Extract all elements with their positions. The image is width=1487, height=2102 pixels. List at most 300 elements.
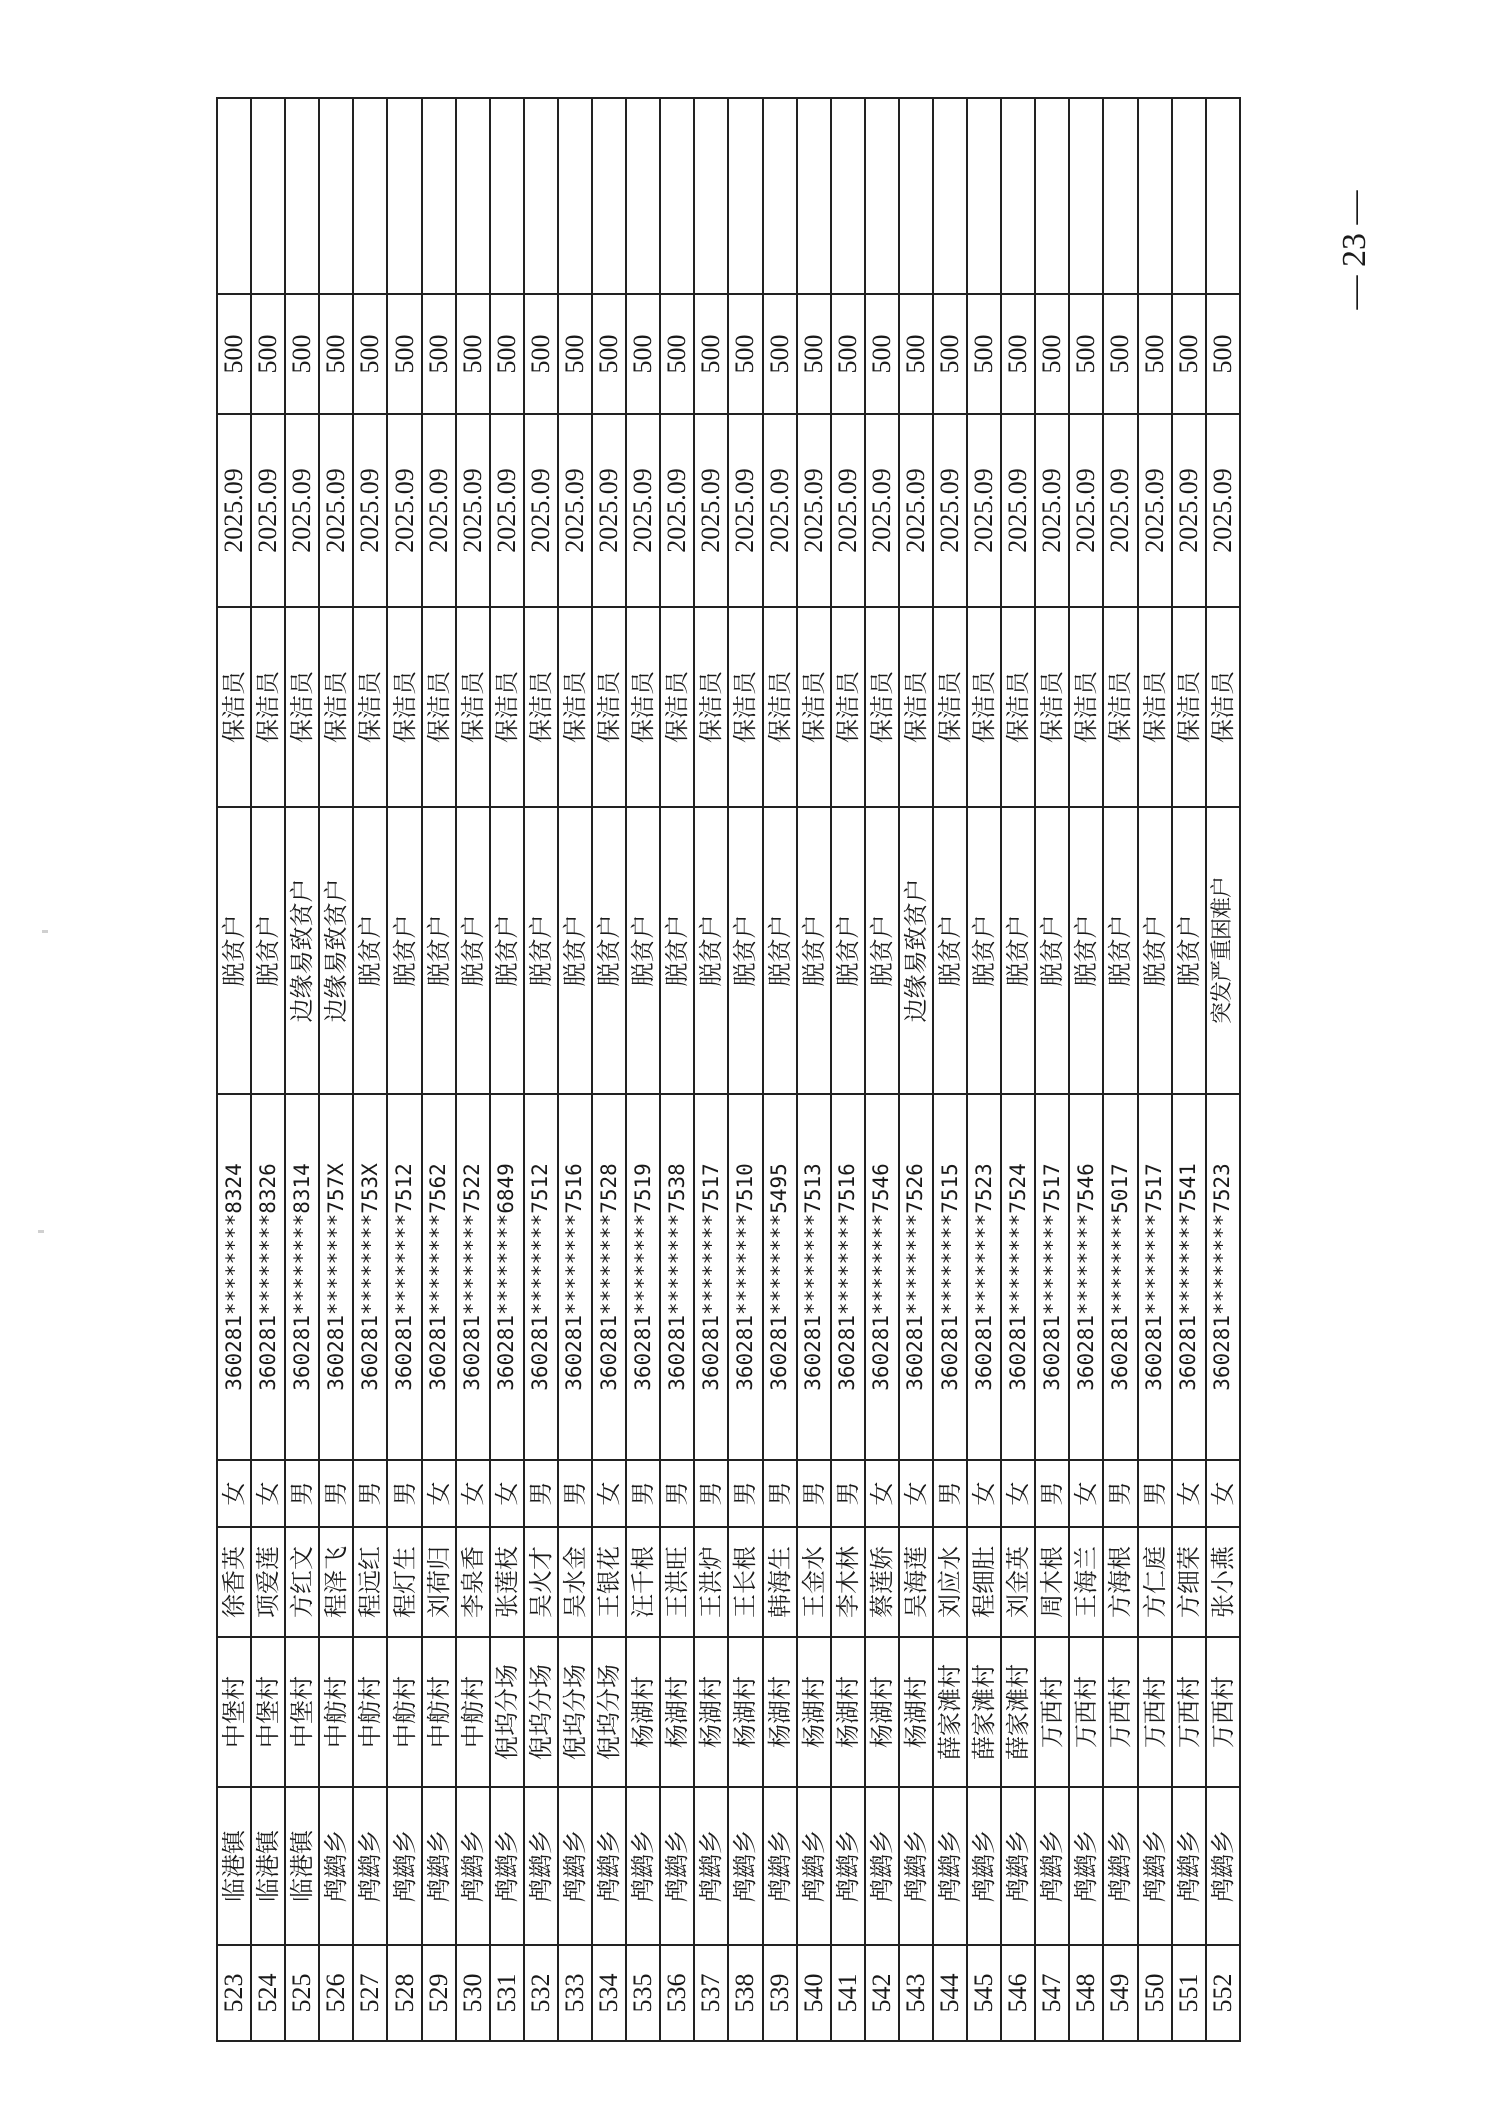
post-cell: 保洁员 [1172, 607, 1206, 807]
amount-cell: 500 [1001, 294, 1035, 414]
table-row [797, 98, 831, 2041]
remark-cell [1001, 98, 1035, 294]
table-row [353, 98, 387, 2041]
town-cell: 鸬鹚乡 [387, 1787, 421, 1945]
row-number-cell: 523 [217, 1945, 251, 2041]
gender-cell: 女 [422, 1460, 456, 1527]
remark-cell [1035, 98, 1069, 294]
date-cell: 2025.09 [694, 414, 728, 607]
town-cell: 鸬鹚乡 [728, 1787, 762, 1945]
name-cell: 王海兰 [1069, 1527, 1103, 1637]
page-number-text: — 23 — [1336, 190, 1373, 310]
category-cell: 脱贫户 [558, 807, 592, 1094]
date-cell: 2025.09 [933, 414, 967, 607]
row-number-cell: 535 [626, 1945, 660, 2041]
remark-cell [899, 98, 933, 294]
town-cell: 鸬鹚乡 [1001, 1787, 1035, 1945]
row-number-cell: 551 [1172, 1945, 1206, 2041]
village-cell: 倪坞分场 [524, 1637, 558, 1787]
village-cell: 倪坞分场 [592, 1637, 626, 1787]
gender-cell: 女 [1172, 1460, 1206, 1527]
village-cell: 中堡村 [251, 1637, 285, 1787]
remark-cell [1103, 98, 1137, 294]
date-cell: 2025.09 [353, 414, 387, 607]
amount-cell: 500 [285, 294, 319, 414]
row-number-cell: 552 [1206, 1945, 1240, 2041]
id-number-cell: 360281********5495 [763, 1094, 797, 1460]
name-cell: 程细肚 [967, 1527, 1001, 1637]
table-row [1103, 98, 1137, 2041]
date-cell: 2025.09 [490, 414, 524, 607]
post-cell: 保洁员 [728, 607, 762, 807]
table-row [251, 98, 285, 2041]
village-cell: 中舫村 [353, 1637, 387, 1787]
date-cell: 2025.09 [1001, 414, 1035, 607]
row-number-cell: 524 [251, 1945, 285, 2041]
gender-cell: 男 [933, 1460, 967, 1527]
remark-cell [217, 98, 251, 294]
amount-cell: 500 [387, 294, 421, 414]
id-number-cell: 360281********7519 [626, 1094, 660, 1460]
date-cell: 2025.09 [660, 414, 694, 607]
village-cell: 万西村 [1035, 1637, 1069, 1787]
post-cell: 保洁员 [1206, 607, 1240, 807]
village-cell: 万西村 [1172, 1637, 1206, 1787]
id-number-cell: 360281********7517 [1138, 1094, 1172, 1460]
category-cell: 边缘易致贫户 [319, 807, 353, 1094]
town-cell: 鸬鹚乡 [831, 1787, 865, 1945]
id-number-cell: 360281********7516 [558, 1094, 592, 1460]
amount-cell: 500 [1035, 294, 1069, 414]
town-cell: 鸬鹚乡 [490, 1787, 524, 1945]
id-number-cell: 360281********7538 [660, 1094, 694, 1460]
gender-cell: 男 [660, 1460, 694, 1527]
table-row [763, 98, 797, 2041]
beneficiary-table [216, 97, 1241, 2042]
town-cell: 鸬鹚乡 [899, 1787, 933, 1945]
remark-cell [353, 98, 387, 294]
id-number-cell: 360281********7523 [967, 1094, 1001, 1460]
id-number-cell: 360281********7517 [694, 1094, 728, 1460]
amount-cell: 500 [353, 294, 387, 414]
id-number-cell: 360281********7522 [456, 1094, 490, 1460]
gender-cell: 男 [626, 1460, 660, 1527]
page-number [1330, 190, 1380, 310]
gender-cell: 男 [558, 1460, 592, 1527]
amount-cell: 500 [319, 294, 353, 414]
name-cell: 方仁庭 [1138, 1527, 1172, 1637]
name-cell: 徐香英 [217, 1527, 251, 1637]
id-number-cell: 360281********7513 [797, 1094, 831, 1460]
id-number-cell: 360281********7512 [524, 1094, 558, 1460]
rotated-page-content [216, 99, 1241, 2042]
gender-cell: 女 [1001, 1460, 1035, 1527]
town-cell: 鸬鹚乡 [524, 1787, 558, 1945]
name-cell: 张莲枝 [490, 1527, 524, 1637]
remark-cell [251, 98, 285, 294]
town-cell: 鸬鹚乡 [763, 1787, 797, 1945]
amount-cell: 500 [933, 294, 967, 414]
table-row [558, 98, 592, 2041]
id-number-cell: 360281********7541 [1172, 1094, 1206, 1460]
village-cell: 万西村 [1069, 1637, 1103, 1787]
id-number-cell: 360281********8324 [217, 1094, 251, 1460]
remark-cell [933, 98, 967, 294]
village-cell: 中舫村 [387, 1637, 421, 1787]
row-number-cell: 537 [694, 1945, 728, 2041]
date-cell: 2025.09 [319, 414, 353, 607]
village-cell: 万西村 [1103, 1637, 1137, 1787]
remark-cell [387, 98, 421, 294]
gender-cell: 女 [490, 1460, 524, 1527]
date-cell: 2025.09 [967, 414, 1001, 607]
remark-cell [763, 98, 797, 294]
table-row [592, 98, 626, 2041]
post-cell: 保洁员 [456, 607, 490, 807]
remark-cell [865, 98, 899, 294]
name-cell: 刘金英 [1001, 1527, 1035, 1637]
scan-speck [38, 1230, 44, 1233]
name-cell: 方海根 [1103, 1527, 1137, 1637]
id-number-cell: 360281********8314 [285, 1094, 319, 1460]
table-row [626, 98, 660, 2041]
town-cell: 鸬鹚乡 [797, 1787, 831, 1945]
name-cell: 汪千根 [626, 1527, 660, 1637]
remark-cell [1138, 98, 1172, 294]
name-cell: 王洪旺 [660, 1527, 694, 1637]
village-cell: 杨湖村 [626, 1637, 660, 1787]
remark-cell [626, 98, 660, 294]
row-number-cell: 549 [1103, 1945, 1137, 2041]
table-row [285, 98, 319, 2041]
name-cell: 李泉香 [456, 1527, 490, 1637]
amount-cell: 500 [831, 294, 865, 414]
category-cell: 脱贫户 [728, 807, 762, 1094]
date-cell: 2025.09 [763, 414, 797, 607]
post-cell: 保洁员 [422, 607, 456, 807]
amount-cell: 500 [763, 294, 797, 414]
remark-cell [592, 98, 626, 294]
post-cell: 保洁员 [592, 607, 626, 807]
amount-cell: 500 [524, 294, 558, 414]
row-number-cell: 531 [490, 1945, 524, 2041]
town-cell: 鸬鹚乡 [1069, 1787, 1103, 1945]
name-cell: 刘荷归 [422, 1527, 456, 1637]
date-cell: 2025.09 [524, 414, 558, 607]
gender-cell: 男 [319, 1460, 353, 1527]
row-number-cell: 532 [524, 1945, 558, 2041]
table-row [899, 98, 933, 2041]
gender-cell: 女 [251, 1460, 285, 1527]
town-cell: 鸬鹚乡 [933, 1787, 967, 1945]
category-cell: 脱贫户 [831, 807, 865, 1094]
row-number-cell: 526 [319, 1945, 353, 2041]
date-cell: 2025.09 [899, 414, 933, 607]
town-cell: 鸬鹚乡 [1035, 1787, 1069, 1945]
id-number-cell: 360281********7510 [728, 1094, 762, 1460]
id-number-cell: 360281********7562 [422, 1094, 456, 1460]
amount-cell: 500 [1103, 294, 1137, 414]
date-cell: 2025.09 [456, 414, 490, 607]
id-number-cell: 360281********7546 [1069, 1094, 1103, 1460]
table-row [1069, 98, 1103, 2041]
town-cell: 鸬鹚乡 [319, 1787, 353, 1945]
gender-cell: 男 [1103, 1460, 1137, 1527]
village-cell: 中舫村 [456, 1637, 490, 1787]
name-cell: 吴海莲 [899, 1527, 933, 1637]
amount-cell: 500 [1069, 294, 1103, 414]
town-cell: 鸬鹚乡 [1206, 1787, 1240, 1945]
date-cell: 2025.09 [422, 414, 456, 607]
table-row [1138, 98, 1172, 2041]
table-row [422, 98, 456, 2041]
row-number-cell: 545 [967, 1945, 1001, 2041]
date-cell: 2025.09 [626, 414, 660, 607]
remark-cell [558, 98, 592, 294]
date-cell: 2025.09 [865, 414, 899, 607]
table-row [967, 98, 1001, 2041]
gender-cell: 男 [524, 1460, 558, 1527]
id-number-cell: 360281********7524 [1001, 1094, 1035, 1460]
name-cell: 程泽飞 [319, 1527, 353, 1637]
remark-cell [319, 98, 353, 294]
post-cell: 保洁员 [558, 607, 592, 807]
village-cell: 中堡村 [217, 1637, 251, 1787]
id-number-cell: 360281********7546 [865, 1094, 899, 1460]
table-row [660, 98, 694, 2041]
town-cell: 鸬鹚乡 [592, 1787, 626, 1945]
gender-cell: 男 [694, 1460, 728, 1527]
post-cell: 保洁员 [285, 607, 319, 807]
post-cell: 保洁员 [660, 607, 694, 807]
row-number-cell: 536 [660, 1945, 694, 2041]
category-cell: 脱贫户 [626, 807, 660, 1094]
id-number-cell: 360281********7515 [933, 1094, 967, 1460]
post-cell: 保洁员 [899, 607, 933, 807]
village-cell: 万西村 [1138, 1637, 1172, 1787]
amount-cell: 500 [456, 294, 490, 414]
id-number-cell: 360281********5017 [1103, 1094, 1137, 1460]
category-cell: 脱贫户 [967, 807, 1001, 1094]
gender-cell: 男 [831, 1460, 865, 1527]
table-body [217, 98, 1240, 2041]
row-number-cell: 541 [831, 1945, 865, 2041]
date-cell: 2025.09 [1069, 414, 1103, 607]
post-cell: 保洁员 [694, 607, 728, 807]
name-cell: 蔡莲娇 [865, 1527, 899, 1637]
village-cell: 中舫村 [319, 1637, 353, 1787]
category-cell: 边缘易致贫户 [285, 807, 319, 1094]
date-cell: 2025.09 [251, 414, 285, 607]
row-number-cell: 534 [592, 1945, 626, 2041]
village-cell: 杨湖村 [728, 1637, 762, 1787]
category-cell: 脱贫户 [797, 807, 831, 1094]
amount-cell: 500 [490, 294, 524, 414]
name-cell: 王洪炉 [694, 1527, 728, 1637]
remark-cell [1069, 98, 1103, 294]
category-cell: 脱贫户 [1103, 807, 1137, 1094]
amount-cell: 500 [1172, 294, 1206, 414]
village-cell: 杨湖村 [660, 1637, 694, 1787]
town-cell: 临港镇 [285, 1787, 319, 1945]
category-cell: 突发严重困难户 [1206, 807, 1240, 1094]
table-row [1206, 98, 1240, 2041]
id-number-cell: 360281********757X [319, 1094, 353, 1460]
amount-cell: 500 [899, 294, 933, 414]
gender-cell: 男 [763, 1460, 797, 1527]
name-cell: 李木林 [831, 1527, 865, 1637]
village-cell: 薛家滩村 [967, 1637, 1001, 1787]
name-cell: 项爱莲 [251, 1527, 285, 1637]
table-row [217, 98, 251, 2041]
remark-cell [524, 98, 558, 294]
category-cell: 脱贫户 [660, 807, 694, 1094]
id-number-cell: 360281********7512 [387, 1094, 421, 1460]
post-cell: 保洁员 [353, 607, 387, 807]
name-cell: 吴水金 [558, 1527, 592, 1637]
gender-cell: 女 [865, 1460, 899, 1527]
amount-cell: 500 [865, 294, 899, 414]
town-cell: 鸬鹚乡 [694, 1787, 728, 1945]
post-cell: 保洁员 [1035, 607, 1069, 807]
town-cell: 鸬鹚乡 [558, 1787, 592, 1945]
village-cell: 杨湖村 [899, 1637, 933, 1787]
gender-cell: 女 [592, 1460, 626, 1527]
village-cell: 杨湖村 [763, 1637, 797, 1787]
row-number-cell: 530 [456, 1945, 490, 2041]
category-cell: 脱贫户 [933, 807, 967, 1094]
row-number-cell: 544 [933, 1945, 967, 2041]
gender-cell: 男 [797, 1460, 831, 1527]
table-row [865, 98, 899, 2041]
amount-cell: 500 [1138, 294, 1172, 414]
amount-cell: 500 [422, 294, 456, 414]
post-cell: 保洁员 [1138, 607, 1172, 807]
id-number-cell: 360281********753X [353, 1094, 387, 1460]
post-cell: 保洁员 [1103, 607, 1137, 807]
gender-cell: 女 [217, 1460, 251, 1527]
post-cell: 保洁员 [1001, 607, 1035, 807]
gender-cell: 女 [1069, 1460, 1103, 1527]
table-row [1001, 98, 1035, 2041]
row-number-cell: 528 [387, 1945, 421, 2041]
post-cell: 保洁员 [319, 607, 353, 807]
table-row [319, 98, 353, 2041]
date-cell: 2025.09 [1035, 414, 1069, 607]
row-number-cell: 543 [899, 1945, 933, 2041]
amount-cell: 500 [1206, 294, 1240, 414]
remark-cell [1172, 98, 1206, 294]
amount-cell: 500 [694, 294, 728, 414]
gender-cell: 女 [456, 1460, 490, 1527]
category-cell: 脱贫户 [1138, 807, 1172, 1094]
post-cell: 保洁员 [797, 607, 831, 807]
post-cell: 保洁员 [967, 607, 1001, 807]
date-cell: 2025.09 [285, 414, 319, 607]
gender-cell: 男 [353, 1460, 387, 1527]
remark-cell [660, 98, 694, 294]
category-cell: 脱贫户 [1069, 807, 1103, 1094]
scan-speck [42, 930, 48, 933]
village-cell: 倪坞分场 [490, 1637, 524, 1787]
post-cell: 保洁员 [1069, 607, 1103, 807]
amount-cell: 500 [967, 294, 1001, 414]
category-cell: 脱贫户 [456, 807, 490, 1094]
category-cell: 脱贫户 [490, 807, 524, 1094]
town-cell: 鸬鹚乡 [1103, 1787, 1137, 1945]
id-number-cell: 360281********7528 [592, 1094, 626, 1460]
town-cell: 临港镇 [217, 1787, 251, 1945]
name-cell: 王金水 [797, 1527, 831, 1637]
date-cell: 2025.09 [1138, 414, 1172, 607]
category-cell: 脱贫户 [865, 807, 899, 1094]
table-row [933, 98, 967, 2041]
gender-cell: 男 [1138, 1460, 1172, 1527]
date-cell: 2025.09 [831, 414, 865, 607]
row-number-cell: 527 [353, 1945, 387, 2041]
id-number-cell: 360281********6849 [490, 1094, 524, 1460]
town-cell: 鸬鹚乡 [353, 1787, 387, 1945]
date-cell: 2025.09 [797, 414, 831, 607]
village-cell: 杨湖村 [694, 1637, 728, 1787]
date-cell: 2025.09 [387, 414, 421, 607]
name-cell: 张小燕 [1206, 1527, 1240, 1637]
row-number-cell: 547 [1035, 1945, 1069, 2041]
category-cell: 脱贫户 [694, 807, 728, 1094]
post-cell: 保洁员 [831, 607, 865, 807]
name-cell: 王长根 [728, 1527, 762, 1637]
amount-cell: 500 [660, 294, 694, 414]
row-number-cell: 540 [797, 1945, 831, 2041]
gender-cell: 女 [1206, 1460, 1240, 1527]
table-row [1035, 98, 1069, 2041]
name-cell: 方红文 [285, 1527, 319, 1637]
table-row [456, 98, 490, 2041]
name-cell: 吴火才 [524, 1527, 558, 1637]
category-cell: 脱贫户 [353, 807, 387, 1094]
name-cell: 方细荣 [1172, 1527, 1206, 1637]
category-cell: 脱贫户 [763, 807, 797, 1094]
gender-cell: 男 [387, 1460, 421, 1527]
village-cell: 中舫村 [422, 1637, 456, 1787]
remark-cell [422, 98, 456, 294]
village-cell: 倪坞分场 [558, 1637, 592, 1787]
category-cell: 脱贫户 [592, 807, 626, 1094]
remark-cell [728, 98, 762, 294]
name-cell: 王银花 [592, 1527, 626, 1637]
remark-cell [490, 98, 524, 294]
town-cell: 鸬鹚乡 [660, 1787, 694, 1945]
remark-cell [797, 98, 831, 294]
date-cell: 2025.09 [728, 414, 762, 607]
category-cell: 脱贫户 [1001, 807, 1035, 1094]
name-cell: 周木根 [1035, 1527, 1069, 1637]
table-row [831, 98, 865, 2041]
town-cell: 鸬鹚乡 [1138, 1787, 1172, 1945]
village-cell: 中堡村 [285, 1637, 319, 1787]
remark-cell [456, 98, 490, 294]
post-cell: 保洁员 [933, 607, 967, 807]
post-cell: 保洁员 [763, 607, 797, 807]
row-number-cell: 533 [558, 1945, 592, 2041]
post-cell: 保洁员 [251, 607, 285, 807]
amount-cell: 500 [728, 294, 762, 414]
name-cell: 程灯生 [387, 1527, 421, 1637]
amount-cell: 500 [797, 294, 831, 414]
row-number-cell: 546 [1001, 1945, 1035, 2041]
category-cell: 脱贫户 [217, 807, 251, 1094]
category-cell: 脱贫户 [422, 807, 456, 1094]
